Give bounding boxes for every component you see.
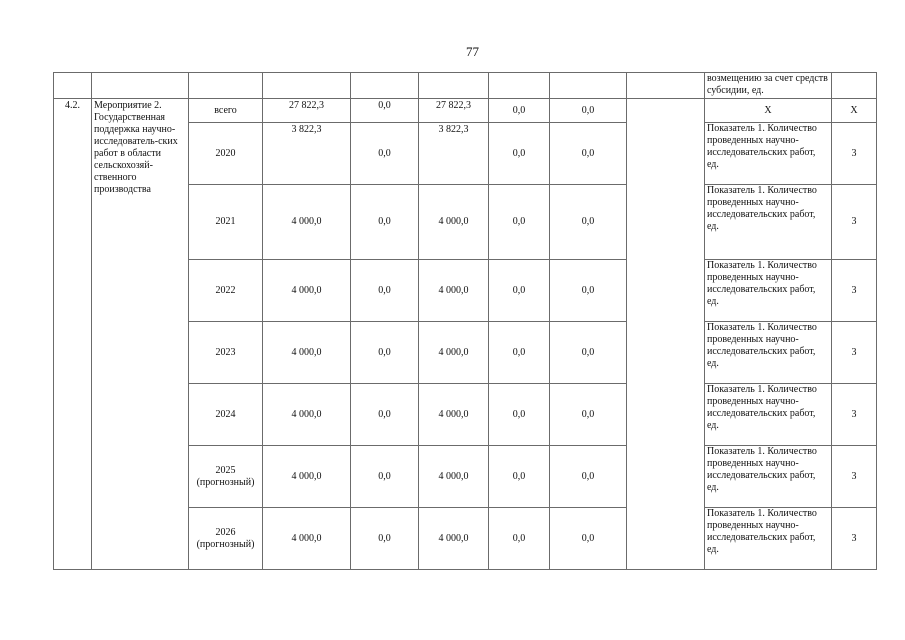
federal-cell: 0,0: [351, 185, 419, 260]
total-cell: 4 000,0: [263, 322, 351, 384]
cell-empty: [489, 73, 550, 99]
result-cell: 3: [832, 185, 877, 260]
cell-empty: [550, 73, 627, 99]
year-cell: [189, 185, 263, 260]
year-cell: [189, 384, 263, 446]
result-cell: 3: [832, 260, 877, 322]
total-row: [54, 99, 877, 123]
local-cell: 0,0: [489, 508, 550, 570]
indicator-cell: Показатель 1. Количество проведенных научно-исследовательских работ, ед.: [705, 123, 832, 185]
cell-empty: [263, 73, 351, 99]
total-cell: 4 000,0: [263, 185, 351, 260]
federal-cell: 0,0: [351, 446, 419, 508]
other-cell: 0,0: [550, 99, 627, 123]
cell-empty: [189, 73, 263, 99]
indicator-cell: Показатель 1. Количество проведенных научно-исследовательских работ, ед.: [705, 446, 832, 508]
federal-cell: 0,0: [351, 123, 419, 185]
regional-cell: 27 822,3: [419, 99, 489, 123]
federal-cell: 0,0: [351, 260, 419, 322]
total-cell: 4 000,0: [263, 384, 351, 446]
year-label: 2022: [215, 284, 236, 296]
total-cell: 4 000,0: [263, 446, 351, 508]
continuation-row: [54, 73, 877, 99]
regional-cell: 4 000,0: [419, 322, 489, 384]
year-label: 2025: [215, 464, 236, 476]
other-cell: 0,0: [550, 260, 627, 322]
other-cell: 0,0: [550, 185, 627, 260]
period-cell: всего: [189, 99, 263, 123]
year-cell: [189, 508, 263, 570]
year-label: 2023: [215, 346, 236, 358]
indicator-cell: Показатель 1. Количество проведенных научно-исследовательских работ, ед.: [705, 185, 832, 260]
year-label: 2020: [215, 147, 236, 159]
total-cell: 4 000,0: [263, 260, 351, 322]
program-table: [53, 72, 877, 570]
year-label: 2026: [215, 526, 236, 538]
year-cell: [189, 123, 263, 185]
indicator-cell: Показатель 1. Количество проведенных научно-исследовательских работ, ед.: [705, 322, 832, 384]
regional-cell: 4 000,0: [419, 185, 489, 260]
federal-cell: 0,0: [351, 99, 419, 123]
total-cell: 27 822,3: [263, 99, 351, 123]
cell-empty: [419, 73, 489, 99]
regional-cell: 4 000,0: [419, 446, 489, 508]
year-cell: [189, 322, 263, 384]
forecast-label: (прогнозный): [196, 538, 255, 550]
indicator-cell: возмещению за счет средств субсидии, ед.: [705, 73, 832, 99]
other-cell: 0,0: [550, 384, 627, 446]
total-cell: 3 822,3: [263, 123, 351, 185]
year-label: 2021: [215, 216, 236, 227]
regional-cell: 3 822,3: [419, 123, 489, 185]
cell-empty: [627, 73, 705, 99]
cell-empty: [832, 73, 877, 99]
indicator-cell: Показатель 1. Количество проведенных научно-исследовательских работ, ед.: [705, 384, 832, 446]
federal-cell: 0,0: [351, 508, 419, 570]
other-cell: 0,0: [550, 508, 627, 570]
indicator-cell: Показатель 1. Количество проведенных научно-исследовательских работ, ед.: [705, 260, 832, 322]
federal-cell: 0,0: [351, 384, 419, 446]
event-name: Мероприятие 2. Государственная поддержка научно-исследователь-ских работ в области сельскохозяй-ственного производства: [92, 99, 189, 570]
cell-empty: [92, 73, 189, 99]
other-cell: 0,0: [550, 322, 627, 384]
local-cell: 0,0: [489, 446, 550, 508]
local-cell: 0,0: [489, 260, 550, 322]
cell-empty: [627, 99, 705, 570]
cell-empty: [351, 73, 419, 99]
year-label: 2024: [215, 408, 236, 420]
regional-cell: 4 000,0: [419, 508, 489, 570]
local-cell: 0,0: [489, 123, 550, 185]
result-cell: Х: [832, 99, 877, 123]
regional-cell: 4 000,0: [419, 260, 489, 322]
local-cell: 0,0: [489, 322, 550, 384]
other-cell: 0,0: [550, 123, 627, 185]
forecast-label: (прогнозный): [196, 476, 255, 488]
year-cell: [189, 260, 263, 322]
indicator-cell: Показатель 1. Количество проведенных научно-исследовательских работ, ед.: [705, 508, 832, 570]
local-cell: 0,0: [489, 99, 550, 123]
cell-empty: [54, 73, 92, 99]
regional-cell: 4 000,0: [419, 384, 489, 446]
page-number: 77: [466, 44, 479, 59]
indicator-cell: Х: [705, 99, 832, 123]
local-cell: 0,0: [489, 384, 550, 446]
item-number: 4.2.: [54, 99, 92, 570]
result-cell: 3: [832, 322, 877, 384]
result-cell: 3: [832, 446, 877, 508]
result-cell: 3: [832, 123, 877, 185]
other-cell: 0,0: [550, 446, 627, 508]
federal-cell: 0,0: [351, 322, 419, 384]
result-cell: 3: [832, 384, 877, 446]
year-cell: [189, 446, 263, 508]
local-cell: 0,0: [489, 185, 550, 260]
total-cell: 4 000,0: [263, 508, 351, 570]
result-cell: 3: [832, 508, 877, 570]
